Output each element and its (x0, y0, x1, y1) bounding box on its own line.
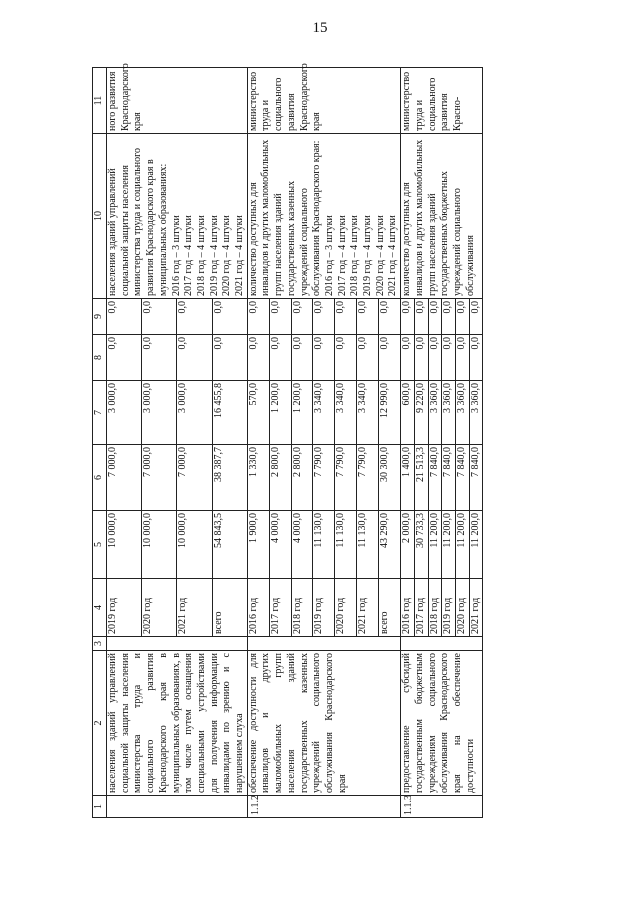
table-row (247, 68, 269, 818)
amount-v5-cell: 11 200,0 (455, 511, 469, 579)
amount-v8-cell: 0,0 (379, 335, 401, 381)
amount-v6-cell: 7 840,0 (455, 445, 469, 511)
col-header-6: 6 (93, 445, 107, 511)
year-cell: 2020 год (142, 579, 177, 637)
amount-v5-cell: 11 200,0 (442, 511, 456, 579)
amount-v7-cell: 3 340,0 (357, 381, 379, 445)
amount-v7-cell: 600,0 (401, 381, 415, 445)
status-cell (107, 637, 248, 651)
amount-v6-cell: 7 840,0 (428, 445, 442, 511)
col-header-10: 10 (93, 134, 107, 299)
amount-v6-cell: 2 800,0 (269, 445, 291, 511)
table-row (401, 68, 415, 818)
amount-v9-cell: 0,0 (269, 299, 291, 335)
amount-v6-cell: 1 330,0 (247, 445, 269, 511)
amount-v5-cell: 4 000,0 (269, 511, 291, 579)
amount-v9-cell: 0,0 (357, 299, 379, 335)
page-number: 15 (312, 20, 328, 36)
amount-v8-cell: 0,0 (469, 335, 483, 381)
amount-v6-cell: 7 790,0 (357, 445, 379, 511)
amount-v9-cell: 0,0 (177, 299, 212, 335)
col-header-11: 11 (93, 68, 107, 134)
amount-v7-cell: 1 200,0 (291, 381, 313, 445)
year-cell: всего (379, 579, 401, 637)
amount-v9-cell: 0,0 (335, 299, 357, 335)
amount-v8-cell: 0,0 (142, 335, 177, 381)
amount-v9-cell: 0,0 (291, 299, 313, 335)
year-cell: 2017 год (414, 579, 428, 637)
amount-v6-cell: 7 840,0 (469, 445, 483, 511)
amount-v5-cell: 43 290,0 (379, 511, 401, 579)
amount-v6-cell: 30 300,0 (379, 445, 401, 511)
amount-v5-cell: 10 000,0 (107, 511, 142, 579)
amount-v5-cell: 11 130,0 (357, 511, 379, 579)
year-cell: 2020 год (335, 579, 357, 637)
year-cell: 2016 год (247, 579, 269, 637)
col-header-7: 7 (93, 381, 107, 445)
amount-v9-cell: 0,0 (428, 299, 442, 335)
year-cell: 2021 год (357, 579, 379, 637)
amount-v5-cell: 2 000,0 (401, 511, 415, 579)
table-row (107, 68, 142, 818)
amount-v5-cell: 1 900,0 (247, 511, 269, 579)
amount-v8-cell: 0,0 (401, 335, 415, 381)
year-cell: всего (212, 579, 247, 637)
amount-v6-cell: 2 800,0 (291, 445, 313, 511)
amount-v6-cell: 7 000,0 (142, 445, 177, 511)
amount-v7-cell: 3 340,0 (335, 381, 357, 445)
amount-v9-cell: 0,0 (442, 299, 456, 335)
amount-v5-cell: 11 200,0 (469, 511, 483, 579)
item-number-cell: 1.1.3 (401, 796, 483, 818)
amount-v7-cell: 16 455,8 (212, 381, 247, 445)
amount-v8-cell: 0,0 (212, 335, 247, 381)
amount-v7-cell: 3 000,0 (107, 381, 142, 445)
activity-name-cell: населения зданий управлений социальной защиты населения министерства труда и социального развития Краснодарского края в муниципальных образованиях, в том числе путем оснащения специальными устройствами для получения информации инвалидами по зрению и с нарушением слуха (107, 651, 248, 796)
amount-v6-cell: 7 000,0 (177, 445, 212, 511)
col-header-8: 8 (93, 335, 107, 381)
expected-result-cell: населения зданий управлений социальной защиты населения министерства труда и социального развития Краснодарского края в муниципальных образованиях: 2016 год – 3 штуки 2017 год – 4 штуки 2018 год – 4 штуки 2019 год – 4 штуки 2020 год – 4 штуки 2021 год – 4 штуки (107, 134, 248, 299)
amount-v6-cell: 7 000,0 (107, 445, 142, 511)
amount-v8-cell: 0,0 (247, 335, 269, 381)
amount-v9-cell: 0,0 (379, 299, 401, 335)
amount-v6-cell: 38 387,7 (212, 445, 247, 511)
amount-v9-cell: 0,0 (455, 299, 469, 335)
amount-v9-cell: 0,0 (142, 299, 177, 335)
executor-cell: министерство труда и социального развития Красно- (401, 68, 483, 134)
year-cell: 2018 год (428, 579, 442, 637)
amount-v5-cell: 30 733,3 (414, 511, 428, 579)
amount-v8-cell: 0,0 (357, 335, 379, 381)
amount-v7-cell: 3 360,0 (428, 381, 442, 445)
amount-v8-cell: 0,0 (455, 335, 469, 381)
amount-v5-cell: 11 200,0 (428, 511, 442, 579)
executor-cell: ного развития Краснодарского края (107, 68, 248, 134)
amount-v8-cell: 0,0 (107, 335, 142, 381)
amount-v8-cell: 0,0 (428, 335, 442, 381)
amount-v5-cell: 10 000,0 (142, 511, 177, 579)
amount-v8-cell: 0,0 (269, 335, 291, 381)
col-header-5: 5 (93, 511, 107, 579)
amount-v5-cell: 54 843,5 (212, 511, 247, 579)
year-cell: 2021 год (469, 579, 483, 637)
amount-v9-cell: 0,0 (313, 299, 335, 335)
rotated-program-table (92, 63, 608, 818)
amount-v9-cell: 0,0 (469, 299, 483, 335)
expected-result-cell: количество доступных для инвалидов и других маломобильных групп населения зданий государственных казенных учреждений социального обслуживания Краснодарского края: 2016 год – 3 штуки 2017 год – 4 штуки 2018 год – 4 штуки 2019 год – 4 штуки 2020 год – 4 штуки 2021 год – 4 штуки (247, 134, 400, 299)
amount-v7-cell: 3 000,0 (177, 381, 212, 445)
year-cell: 2016 год (401, 579, 415, 637)
amount-v6-cell: 7 790,0 (313, 445, 335, 511)
amount-v5-cell: 10 000,0 (177, 511, 212, 579)
amount-v7-cell: 3 360,0 (442, 381, 456, 445)
year-cell: 2020 год (455, 579, 469, 637)
activity-name-cell: предоставление субсидий государственным бюджетным учреждениям социального обслуживания Краснодарского края на обеспечение доступности (401, 651, 483, 796)
executor-cell: министерство труда и социального развития Краснодарского края (247, 68, 400, 134)
amount-v7-cell: 12 990,0 (379, 381, 401, 445)
column-numbers-row (93, 68, 107, 818)
year-cell: 2019 год (313, 579, 335, 637)
amount-v9-cell: 0,0 (247, 299, 269, 335)
expected-result-cell: количество доступных для инвалидов и других маломобильных групп населения зданий государственных бюджетных учреждений социального обслуживания (401, 134, 483, 299)
year-cell: 2018 год (291, 579, 313, 637)
amount-v6-cell: 7 790,0 (335, 445, 357, 511)
amount-v8-cell: 0,0 (442, 335, 456, 381)
amount-v5-cell: 11 130,0 (313, 511, 335, 579)
amount-v6-cell: 7 840,0 (442, 445, 456, 511)
col-header-2: 2 (93, 651, 107, 796)
year-cell: 2021 год (177, 579, 212, 637)
amount-v8-cell: 0,0 (335, 335, 357, 381)
amount-v7-cell: 3 360,0 (455, 381, 469, 445)
amount-v9-cell: 0,0 (401, 299, 415, 335)
amount-v5-cell: 11 130,0 (335, 511, 357, 579)
status-cell (247, 637, 400, 651)
amount-v5-cell: 4 000,0 (291, 511, 313, 579)
status-cell (401, 637, 483, 651)
amount-v7-cell: 570,0 (247, 381, 269, 445)
amount-v7-cell: 1 200,0 (269, 381, 291, 445)
year-cell: 2019 год (107, 579, 142, 637)
amount-v7-cell: 9 220,0 (414, 381, 428, 445)
col-header-3: 3 (93, 637, 107, 651)
amount-v9-cell: 0,0 (414, 299, 428, 335)
item-number-cell: 1.1.2 (247, 796, 400, 818)
col-header-9: 9 (93, 299, 107, 335)
amount-v6-cell: 21 513,3 (414, 445, 428, 511)
amount-v9-cell: 0,0 (107, 299, 142, 335)
amount-v8-cell: 0,0 (177, 335, 212, 381)
col-header-4: 4 (93, 579, 107, 637)
amount-v6-cell: 1 400,0 (401, 445, 415, 511)
amount-v9-cell: 0,0 (212, 299, 247, 335)
amount-v8-cell: 0,0 (313, 335, 335, 381)
program-activities-table (92, 63, 483, 818)
activity-name-cell: обеспечение доступности для инвалидов и других маломобильных групп населения зданий государственных казенных учреждений социального обслуживания Краснодарского края (247, 651, 400, 796)
amount-v7-cell: 3 000,0 (142, 381, 177, 445)
year-cell: 2017 год (269, 579, 291, 637)
amount-v8-cell: 0,0 (291, 335, 313, 381)
amount-v8-cell: 0,0 (414, 335, 428, 381)
item-number-cell (107, 796, 248, 818)
amount-v7-cell: 3 340,0 (313, 381, 335, 445)
year-cell: 2019 год (442, 579, 456, 637)
col-header-1: 1 (93, 796, 107, 818)
amount-v7-cell: 3 360,0 (469, 381, 483, 445)
